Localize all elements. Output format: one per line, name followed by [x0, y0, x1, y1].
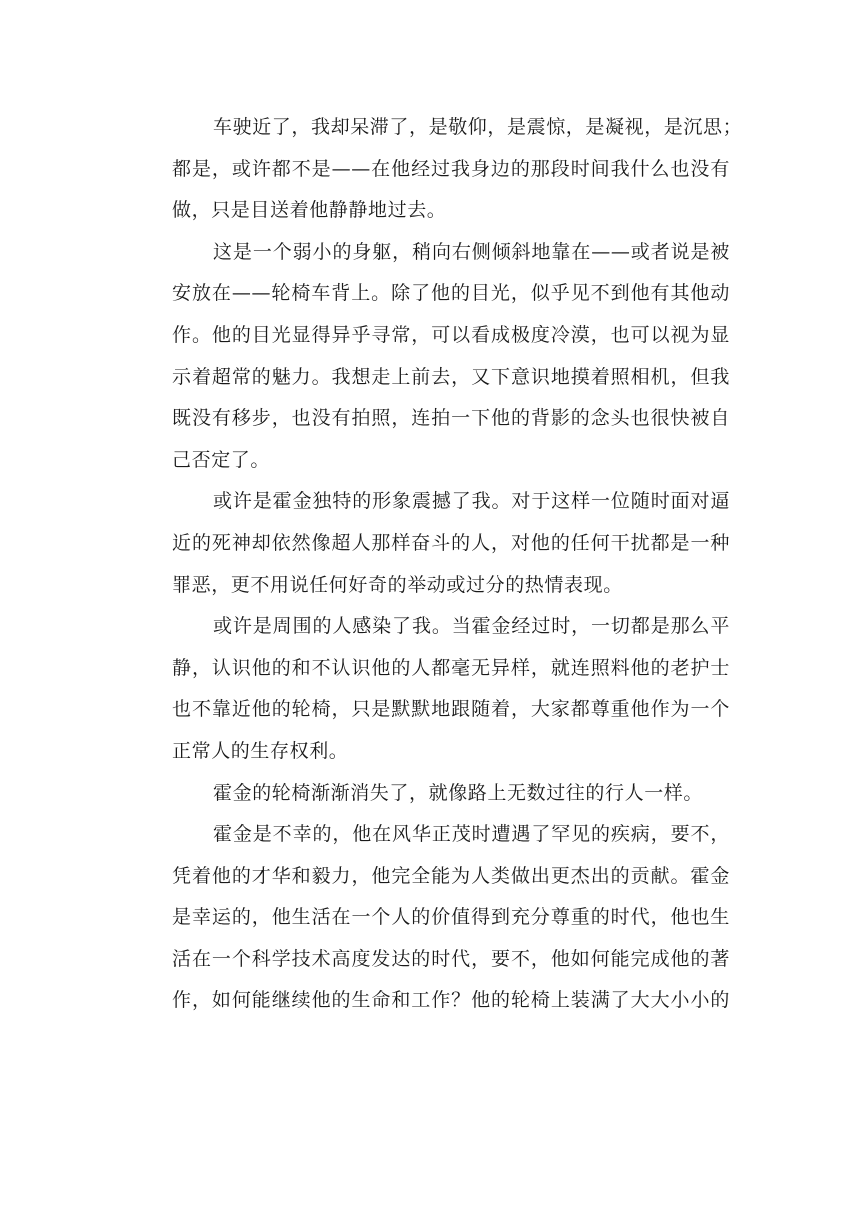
paragraph	[172, 606, 730, 772]
paragraph	[172, 107, 743, 232]
text-line: 做，只是目送着他静静地过去。	[172, 199, 447, 222]
text-line: 或许是霍金独特的形象震撼了我。对于这样一位随时面对逼	[213, 490, 730, 513]
text-line: 既没有移步，也没有拍照，连拍一下他的背影的念头也很快被自	[172, 407, 730, 430]
text-line: 作，如何能继续他的生命和工作？他的轮椅上装满了大大小小的	[172, 989, 730, 1012]
paragraph	[172, 773, 730, 815]
text-line: 罪恶，更不用说任何好奇的举动或过分的热情表现。	[172, 573, 623, 596]
text-line: 近的死神却依然像超人那样奋斗的人，对他的任何干扰都是一种	[172, 531, 730, 554]
text-line: 正常人的生存权利。	[172, 739, 349, 762]
text-line: 都是，或许都不是——在他经过我身边的那段时间我什么也没有	[172, 157, 730, 180]
text-line: 作。他的目光显得异乎寻常，可以看成极度冷漠，也可以视为显	[172, 323, 730, 346]
text-line: 活在一个科学技术高度发达的时代，要不，他如何能完成他的著	[172, 947, 730, 970]
paragraph	[172, 814, 730, 1022]
text-line: 霍金是不幸的，他在风华正茂时遭遇了罕见的疾病，要不，	[213, 823, 730, 846]
text-line: 凭着他的才华和毅力，他完全能为人类做出更杰出的贡献。霍金	[172, 864, 730, 887]
text-line: 或许是周围的人感染了我。当霍金经过时，一切都是那么平	[213, 615, 730, 638]
text-line: 己否定了。	[172, 448, 271, 471]
article-body	[172, 107, 743, 1022]
text-line: 这是一个弱小的身躯，稍向右侧倾斜地靠在——或者说是被	[213, 240, 730, 263]
text-line: 是幸运的，他生活在一个人的价值得到充分尊重的时代，他也生	[172, 906, 730, 929]
text-line: 安放在——轮椅车背上。除了他的目光，似乎见不到他有其他动	[172, 282, 730, 305]
text-line: 也不靠近他的轮椅，只是默默地跟随着，大家都尊重他作为一个	[172, 698, 730, 721]
paragraph	[172, 481, 730, 606]
text-line: 静，认识他的和不认识他的人都毫无异样，就连照料他的老护士	[172, 656, 730, 679]
text-line: 示着超常的魅力。我想走上前去，又下意识地摸着照相机，但我	[172, 365, 730, 388]
paragraph	[172, 232, 730, 482]
text-line: 霍金的轮椅渐渐消失了，就像路上无数过往的行人一样。	[213, 781, 704, 804]
text-line: 车驶近了，我却呆滞了，是敬仰，是震惊，是凝视，是沉思；	[213, 116, 743, 138]
